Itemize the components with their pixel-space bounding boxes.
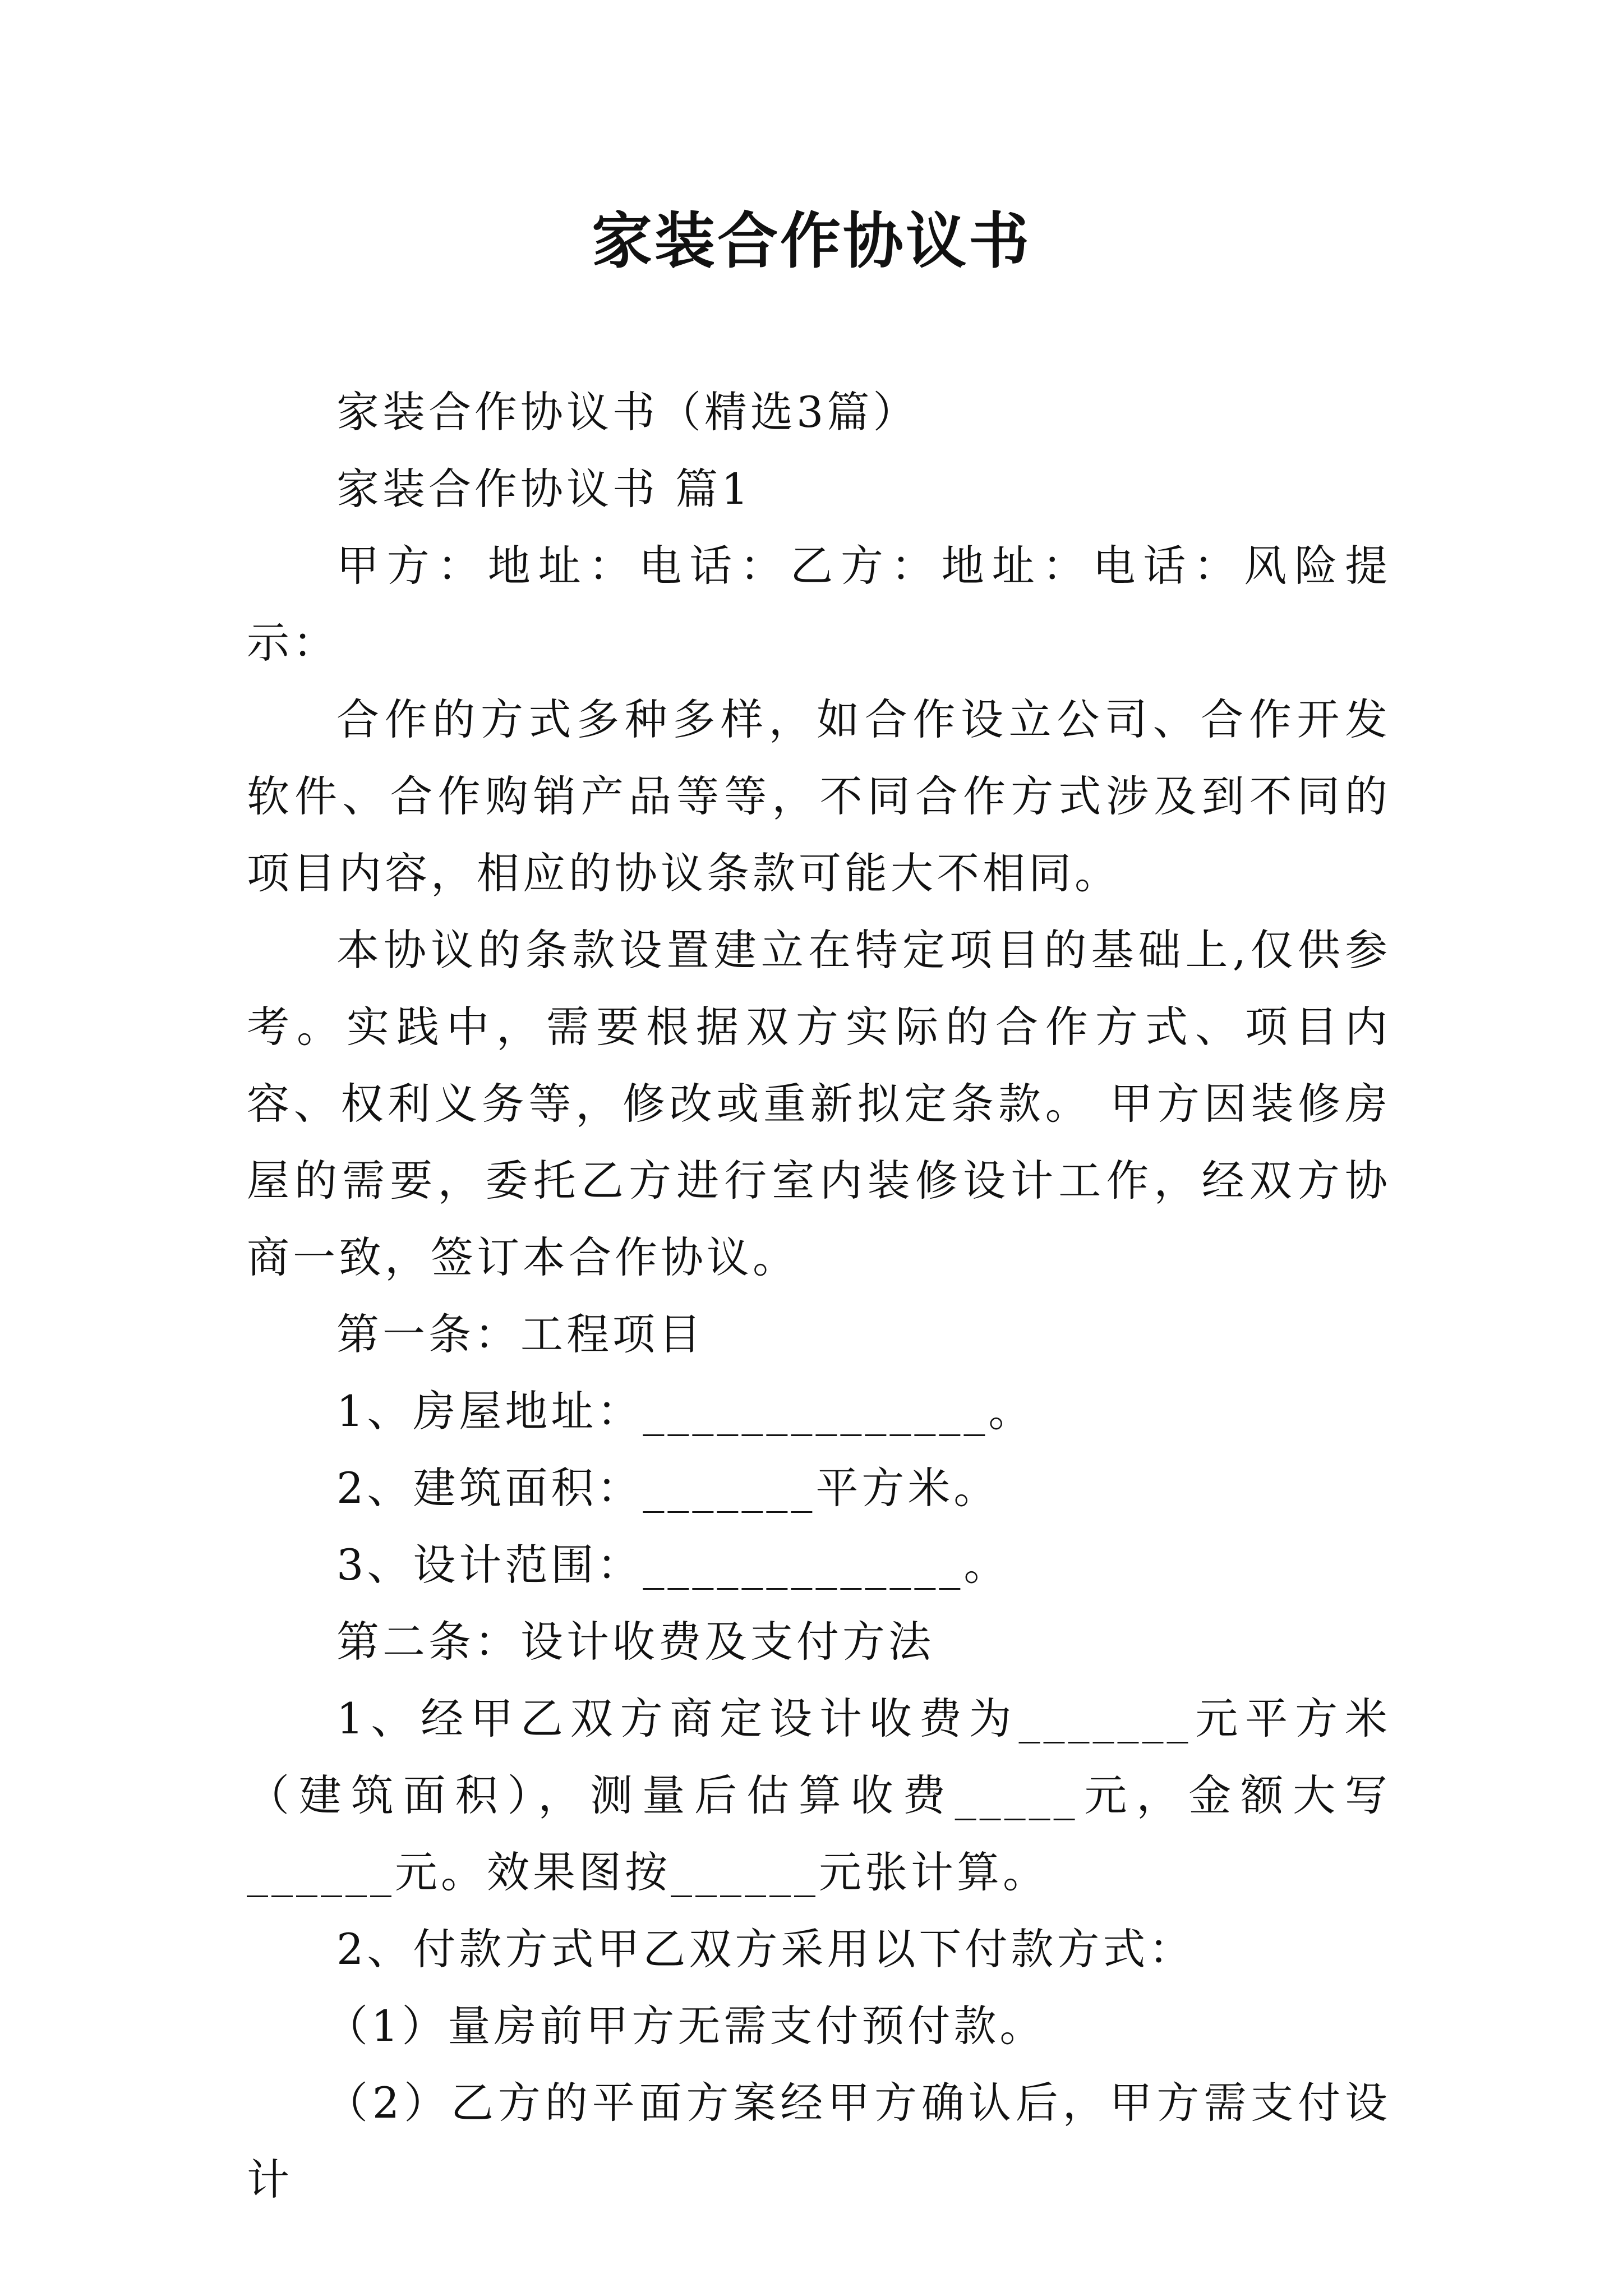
- paragraph-article-1: 第一条：工程项目: [336, 1309, 704, 1359]
- paragraph-payment-item-2: （2）乙方的平面方案经甲方确认后，甲方需支付设计: [247, 2078, 1391, 2205]
- paragraph-house-address: 1、房屋地址：______________。: [336, 1386, 1035, 1436]
- paragraph-payment-method: 2、付款方式甲乙双方采用以下付款方式：: [336, 1924, 1195, 1974]
- paragraph-subtitle: 家装合作协议书（精选3篇）: [336, 387, 919, 437]
- paragraph-section-heading: 家装合作协议书 篇1: [336, 464, 752, 514]
- paragraph-agreement-basis: 本协议的条款设置建立在特定项目的基础上,仅供参考。实践中，需要根据双方实际的合作方式、项目内容、权利义务等，修改或重新拟定条款。 甲方因装修房屋的需要，委托乙方进行室内装修设计工作，经双方协商一致，签订本合作协议。: [247, 925, 1391, 1282]
- paragraph-article-2: 第二条：设计收费及支付方法: [336, 1617, 934, 1667]
- document-title: 家装合作协议书: [591, 206, 1031, 277]
- paragraph-floor-area: 2、建筑面积：_______平方米。: [336, 1463, 1000, 1513]
- paragraph-payment-item-1: （1）量房前甲方无需支付预付款。: [325, 2001, 1046, 2051]
- paragraph-cooperation-methods: 合作的方式多种多样，如合作设立公司、合作开发软件、合作购销产品等等，不同合作方式涉及到不同的项目内容，相应的协议条款可能大不相同。: [247, 694, 1391, 898]
- paragraph-design-fee: 1、经甲乙双方商定设计收费为_______元平方米（建筑面积），测量后估算收费_____元，金额大写______元。效果图按______元张计算。: [247, 1694, 1391, 1897]
- document-body: [247, 374, 1391, 2218]
- paragraph-design-scope: 3、设计范围：_____________。: [336, 1540, 1010, 1590]
- paragraph-parties: 甲方：地址：电话：乙方：地址：电话：风险提示：: [247, 541, 1391, 668]
